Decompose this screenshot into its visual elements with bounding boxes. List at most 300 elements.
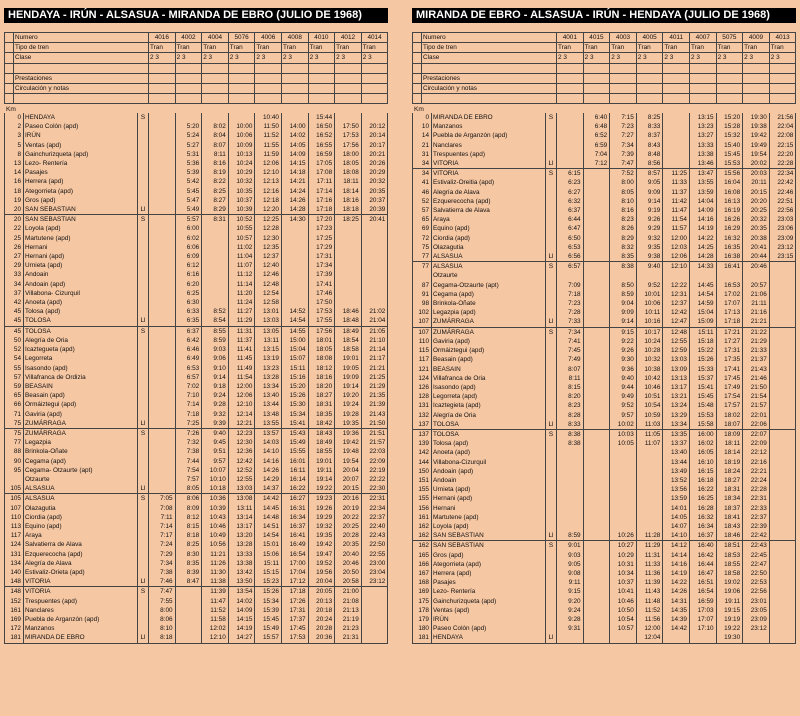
- station-time: [769, 365, 796, 374]
- station-flag: Ll: [546, 252, 557, 262]
- station-time: 22:53: [743, 578, 770, 587]
- station-time: 12:23: [228, 428, 255, 438]
- station-time: 16:04: [716, 178, 743, 187]
- station-time: 10:56: [202, 540, 229, 549]
- station-time: 17:03: [689, 606, 716, 615]
- station-time: 8:11: [202, 150, 229, 159]
- station-time: 18:49: [335, 326, 362, 336]
- station-time: 13:46: [689, 159, 716, 169]
- station-time: [636, 467, 663, 476]
- station-time: 15:20: [281, 382, 308, 391]
- station-time: [769, 569, 796, 578]
- station-km: 169: [413, 587, 432, 596]
- station-time: 9:40: [202, 428, 229, 438]
- station-time: 18:34: [716, 494, 743, 503]
- station-time: 20:02: [743, 159, 770, 169]
- station-time: 16:54: [281, 550, 308, 559]
- station-flag: [138, 196, 149, 205]
- train-class: 2 3: [308, 53, 335, 63]
- station-time: 19:36: [335, 428, 362, 438]
- station-time: 14:54: [689, 290, 716, 299]
- station-time: 7:29: [149, 550, 176, 559]
- station-time: 16:53: [716, 281, 743, 290]
- station-time: [769, 383, 796, 392]
- station-time: [149, 196, 176, 205]
- station-time: [583, 206, 610, 215]
- station-km: 75: [5, 419, 24, 429]
- station-time: 22:39: [743, 522, 770, 531]
- station-km: 66: [5, 400, 24, 409]
- station-time: [769, 308, 796, 317]
- station-time: [583, 262, 610, 272]
- station-time: 15:49: [281, 438, 308, 447]
- station-time: [175, 606, 202, 615]
- station-time: 11:45: [228, 354, 255, 363]
- station-time: 16:18: [689, 476, 716, 485]
- station-flag: Ll: [546, 420, 557, 430]
- station-time: 8:38: [557, 439, 584, 448]
- station-time: 17:25: [308, 234, 335, 243]
- station-flag: [138, 177, 149, 186]
- station-name: Beasain (apd): [24, 391, 138, 400]
- train-number: 4011: [663, 33, 690, 43]
- station-time: [361, 606, 388, 615]
- station-time: 11:52: [255, 131, 282, 140]
- station-time: 22:43: [361, 531, 388, 540]
- station-time: 18:00: [335, 150, 362, 159]
- station-time: 19:49: [743, 141, 770, 150]
- station-time: 9:15: [610, 327, 637, 337]
- station-time: 10:57: [610, 624, 637, 633]
- station-km: 42: [5, 298, 24, 307]
- station-time: 12:06: [663, 252, 690, 262]
- station-time: 8:29: [610, 234, 637, 243]
- station-time: 8:05: [175, 484, 202, 494]
- station-row: [5, 252, 388, 261]
- station-time: 14:52: [281, 307, 308, 316]
- station-time: 13:56: [663, 485, 690, 494]
- station-km: 19: [5, 196, 24, 205]
- station-time: 21:10: [361, 336, 388, 345]
- station-name: Legorreta: [24, 354, 138, 363]
- train-class: 2 3: [202, 53, 229, 63]
- station-time: 8:16: [610, 206, 637, 215]
- station-time: 11:25: [663, 169, 690, 179]
- station-time: 22:15: [769, 141, 796, 150]
- station-time: 20:41: [743, 243, 770, 252]
- station-time: 18:19: [716, 458, 743, 467]
- station-time: 16:40: [689, 541, 716, 551]
- station-flag: [546, 401, 557, 410]
- station-row: [5, 447, 388, 456]
- station-time: [149, 391, 176, 400]
- station-time: [149, 224, 176, 233]
- station-row: [413, 448, 796, 457]
- station-time: [583, 281, 610, 290]
- station-time: [557, 513, 584, 522]
- station-time: 8:50: [610, 281, 637, 290]
- station-name: Brinkola-Oñate: [24, 447, 138, 456]
- station-row: [413, 531, 796, 541]
- station-time: [769, 401, 796, 410]
- station-name: BEASAIN: [24, 382, 138, 391]
- station-name: Nanclares: [432, 141, 546, 150]
- station-time: [361, 243, 388, 252]
- station-time: 8:00: [149, 606, 176, 615]
- station-time: 10:32: [636, 355, 663, 364]
- train-class: 2 3: [743, 53, 770, 63]
- station-time: 20:44: [743, 252, 770, 262]
- station-row: [5, 122, 388, 131]
- station-time: 7:15: [610, 113, 637, 122]
- station-time: [636, 485, 663, 494]
- station-km: 46: [413, 188, 432, 197]
- station-time: 22:33: [743, 504, 770, 513]
- station-km: 162: [413, 522, 432, 531]
- station-time: 10:57: [228, 234, 255, 243]
- station-flag: [138, 252, 149, 261]
- station-name: Salvatierra de Alava: [24, 540, 138, 549]
- station-km: 0: [413, 113, 432, 122]
- station-name: TOLOSA: [24, 326, 138, 336]
- station-time: 20:38: [743, 234, 770, 243]
- station-time: [149, 307, 176, 316]
- station-time: 21:25: [361, 373, 388, 382]
- station-time: 14:42: [255, 494, 282, 504]
- station-time: 8:33: [636, 122, 663, 131]
- station-km: 126: [413, 383, 432, 392]
- station-time: 20:57: [743, 281, 770, 290]
- station-km: 77: [413, 252, 432, 262]
- station-time: [583, 494, 610, 503]
- station-time: [610, 458, 637, 467]
- station-row: [413, 560, 796, 569]
- station-time: 20:46: [335, 559, 362, 568]
- station-name: Villafranca de Oria: [432, 374, 546, 383]
- station-name: MIRANDA DE EBRO: [24, 633, 138, 643]
- station-row: [413, 476, 796, 485]
- station-time: 13:03: [228, 484, 255, 494]
- station-row: [413, 252, 796, 262]
- station-time: [583, 597, 610, 606]
- station-time: 12:36: [228, 447, 255, 456]
- station-time: 10:43: [202, 513, 229, 522]
- station-row: [5, 466, 388, 475]
- station-time: 14:42: [663, 624, 690, 633]
- station-time: 14:37: [255, 484, 282, 494]
- station-flag: [138, 150, 149, 159]
- station-time: 7:47: [149, 587, 176, 597]
- station-time: [769, 290, 796, 299]
- station-time: [769, 429, 796, 439]
- station-time: [281, 270, 308, 279]
- station-km: 181: [5, 633, 24, 643]
- station-time: 11:12: [228, 270, 255, 279]
- station-time: 14:15: [228, 615, 255, 624]
- station-time: 6:53: [175, 364, 202, 373]
- station-km: 179: [413, 615, 432, 624]
- station-time: 22:08: [769, 131, 796, 140]
- station-time: 18:05: [308, 345, 335, 354]
- type-label: Tipo de tren: [14, 43, 149, 53]
- station-time: 22:01: [743, 411, 770, 420]
- station-time: 17:56: [308, 326, 335, 336]
- station-row: [5, 568, 388, 577]
- station-time: 23:15: [769, 252, 796, 262]
- station-flag: [138, 345, 149, 354]
- km-header: Km: [414, 106, 424, 114]
- station-time: [769, 485, 796, 494]
- station-time: [583, 420, 610, 430]
- station-flag: [546, 458, 557, 467]
- station-time: 15:07: [281, 354, 308, 363]
- train-type: Tran: [149, 43, 176, 53]
- station-time: 8:22: [202, 177, 229, 186]
- station-time: 8:28: [557, 411, 584, 420]
- station-time: 9:28: [557, 615, 584, 624]
- station-time: 12:00: [636, 624, 663, 633]
- station-time: [202, 289, 229, 298]
- station-time: [361, 280, 388, 289]
- station-time: 14:26: [663, 587, 690, 596]
- station-time: 14:04: [689, 197, 716, 206]
- station-km: 29: [5, 261, 24, 270]
- station-time: [636, 448, 663, 457]
- station-name: Ventas (apd): [24, 141, 138, 150]
- station-time: 12:28: [255, 224, 282, 233]
- station-row: [413, 439, 796, 448]
- station-row: [413, 494, 796, 503]
- station-km: 0: [5, 113, 24, 122]
- station-km: 175: [413, 597, 432, 606]
- station-time: 17:54: [716, 392, 743, 401]
- station-time: 5:36: [175, 159, 202, 168]
- station-row: [413, 243, 796, 252]
- station-time: 14:16: [255, 457, 282, 466]
- station-time: [583, 197, 610, 206]
- station-time: 19:11: [716, 597, 743, 606]
- station-row: [413, 411, 796, 420]
- station-flag: [546, 308, 557, 317]
- station-time: 10:29: [228, 168, 255, 177]
- station-time: 8:47: [175, 577, 202, 587]
- station-row: [5, 419, 388, 429]
- station-time: 17:26: [281, 597, 308, 606]
- station-time: [149, 270, 176, 279]
- station-time: 6:53: [557, 243, 584, 252]
- station-flag: [138, 234, 149, 243]
- station-time: 9:35: [636, 243, 663, 252]
- services-label: Prestaciones: [422, 73, 557, 83]
- station-time: 9:51: [202, 447, 229, 456]
- station-time: 11:36: [636, 569, 663, 578]
- station-time: [610, 633, 637, 643]
- station-time: [583, 624, 610, 633]
- station-time: 21:13: [335, 606, 362, 615]
- train-type: Tran: [610, 43, 637, 53]
- station-km: 110: [413, 337, 432, 346]
- station-time: 12:55: [663, 337, 690, 346]
- station-time: 11:41: [228, 345, 255, 354]
- station-flag: Ll: [138, 419, 149, 429]
- station-time: 8:54: [202, 316, 229, 326]
- station-time: 14:54: [281, 316, 308, 326]
- station-name: Legazpia: [24, 438, 138, 447]
- station-time: 9:57: [202, 457, 229, 466]
- station-time: [335, 289, 362, 298]
- station-name: VITORIA: [432, 159, 546, 169]
- station-time: [361, 224, 388, 233]
- station-row: [5, 270, 388, 279]
- station-time: [610, 494, 637, 503]
- station-flag: S: [138, 587, 149, 597]
- station-time: 12:40: [255, 261, 282, 270]
- station-time: [557, 159, 584, 169]
- station-time: [689, 633, 716, 643]
- station-time: 6:37: [175, 326, 202, 336]
- station-time: 16:27: [281, 494, 308, 504]
- station-time: 7:41: [557, 337, 584, 346]
- station-km: 34: [413, 169, 432, 179]
- station-time: [149, 122, 176, 131]
- station-time: [583, 271, 610, 280]
- station-time: [769, 624, 796, 633]
- station-time: 7:52: [610, 169, 637, 179]
- station-time: 16:19: [716, 206, 743, 215]
- station-time: 16:35: [716, 243, 743, 252]
- station-time: 12:46: [255, 270, 282, 279]
- station-name: Andoain (apd): [24, 280, 138, 289]
- station-time: 23:03: [769, 215, 796, 224]
- station-time: 15:04: [689, 308, 716, 317]
- station-time: 6:16: [175, 270, 202, 279]
- station-time: 20:29: [361, 168, 388, 177]
- station-time: 13:33: [689, 141, 716, 150]
- station-time: [769, 606, 796, 615]
- station-name: VITORIA: [24, 577, 138, 587]
- station-time: 19:42: [335, 438, 362, 447]
- class-label: Clase: [14, 53, 149, 63]
- station-time: [557, 522, 584, 531]
- station-km: 139: [413, 439, 432, 448]
- station-time: 13:59: [663, 494, 690, 503]
- station-name: SAN SEBASTIAN: [24, 205, 138, 215]
- station-time: 20:04: [335, 466, 362, 475]
- station-time: [769, 281, 796, 290]
- station-name: ALSASUA: [432, 252, 546, 262]
- station-time: 16:52: [308, 131, 335, 140]
- station-time: 15:26: [255, 587, 282, 597]
- station-time: 22:22: [361, 475, 388, 484]
- station-time: [769, 346, 796, 355]
- station-time: 20:04: [308, 577, 335, 587]
- station-time: 15:11: [689, 327, 716, 337]
- station-time: 15:41: [281, 419, 308, 429]
- station-time: 17:18: [716, 317, 743, 327]
- left-station-table: [4, 113, 388, 644]
- station-time: 8:26: [610, 224, 637, 233]
- station-time: 9:05: [557, 560, 584, 569]
- station-km: 14: [413, 131, 432, 140]
- station-row: [5, 141, 388, 150]
- station-time: [361, 597, 388, 606]
- station-time: 12:18: [255, 196, 282, 205]
- station-time: 11:26: [202, 559, 229, 568]
- station-time: 9:52: [636, 281, 663, 290]
- station-time: 9:18: [202, 382, 229, 391]
- station-time: 8:38: [610, 262, 637, 272]
- train-class: 2 3: [557, 53, 584, 63]
- station-time: [583, 392, 610, 401]
- station-time: 11:48: [636, 597, 663, 606]
- station-time: 13:09: [663, 365, 690, 374]
- station-km: 155: [413, 485, 432, 494]
- station-time: 15:23: [255, 577, 282, 587]
- station-time: 7:45: [557, 346, 584, 355]
- station-time: [202, 234, 229, 243]
- station-time: 13:28: [228, 540, 255, 549]
- station-time: [689, 271, 716, 280]
- station-row: [5, 410, 388, 419]
- station-time: 17:37: [281, 615, 308, 624]
- station-time: [557, 131, 584, 140]
- station-time: 9:28: [202, 400, 229, 409]
- station-row: [5, 336, 388, 345]
- station-name: Loyola (apd): [432, 522, 546, 531]
- station-time: 8:19: [202, 168, 229, 177]
- station-time: 21:35: [361, 391, 388, 400]
- station-row: [413, 178, 796, 187]
- station-time: 7:02: [175, 382, 202, 391]
- station-time: 19:42: [308, 540, 335, 549]
- station-time: 17:13: [716, 308, 743, 317]
- station-row: [413, 597, 796, 606]
- station-name: Olazagutia: [24, 504, 138, 513]
- station-time: 18:08: [308, 354, 335, 363]
- station-time: 13:34: [663, 420, 690, 430]
- station-time: [149, 150, 176, 159]
- station-time: 13:35: [663, 429, 690, 439]
- station-time: [149, 141, 176, 150]
- station-time: 13:42: [228, 568, 255, 577]
- station-time: [769, 504, 796, 513]
- station-row: [413, 299, 796, 308]
- station-time: 5:27: [175, 141, 202, 150]
- station-time: 14:22: [689, 234, 716, 243]
- station-time: 9:36: [610, 365, 637, 374]
- station-time: 8:59: [610, 290, 637, 299]
- station-time: 15:16: [281, 373, 308, 382]
- station-name: Gaviria (apd): [432, 337, 546, 346]
- number-label: Numero: [422, 33, 557, 43]
- station-time: 15:20: [716, 113, 743, 122]
- station-name: Villafranca de Ordizia: [24, 373, 138, 382]
- station-time: [583, 429, 610, 439]
- station-time: [610, 513, 637, 522]
- station-name: Alegría de Alava: [24, 559, 138, 568]
- station-km: 162: [413, 541, 432, 551]
- station-time: [583, 569, 610, 578]
- station-time: [557, 476, 584, 485]
- station-km: 105: [5, 494, 24, 504]
- station-time: 22:34: [769, 169, 796, 179]
- station-time: 12:25: [255, 215, 282, 225]
- station-time: 7:24: [149, 540, 176, 549]
- station-km: 152: [5, 597, 24, 606]
- station-time: [583, 578, 610, 587]
- station-row: [413, 271, 796, 280]
- station-time: 11:55: [255, 141, 282, 150]
